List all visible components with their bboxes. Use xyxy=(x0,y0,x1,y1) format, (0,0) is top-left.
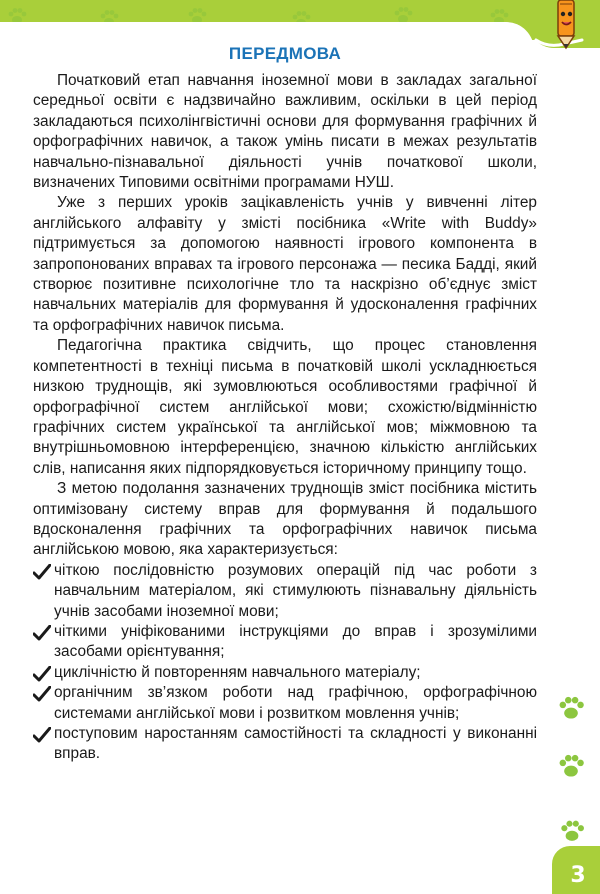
page-title: ПЕРЕДМОВА xyxy=(228,44,342,63)
list-item xyxy=(33,622,537,663)
paw-print-icon xyxy=(556,694,586,724)
paragraph: Уже з перших уроків зацікавленість учнів у вивченні літер англійського алфавіту у змісті посібника «Write with Buddy» підтримується за допомогою наявності ігрового компонента в запропонованих вправах та ігрового персонажа — песика Бадді, який створює позитивне психологічне тло та наскрізно об’єднує зміст навчальних матеріалів для формування й удосконалення графічних та орфографічних навичок письма. xyxy=(33,194,537,334)
list-item xyxy=(33,561,537,622)
list-item-text: чіткою послідовністю розумових операцій під час роботи з навчальним матеріалом, які стимулюють пізнавальну діяльність учнів засобами іноземної мови; xyxy=(54,561,537,620)
page-number: 3 xyxy=(570,863,586,888)
checkmark-icon xyxy=(33,686,51,702)
mascot-pencil-icon xyxy=(534,0,586,50)
page-content xyxy=(33,44,537,765)
paragraph: З метою подолання зазначених труднощів зміст посібника містить оптимізовану систему вправ для формування й подальшого вдосконалення графічних та орфографічних навичок письма англійською мовою, яка характеризується: xyxy=(33,480,537,559)
feature-list xyxy=(33,561,537,765)
list-item-text: органічним зв’язком роботи над графічною, орфографічною системами англійської мови і розвитком мовлення учнів; xyxy=(54,684,537,722)
list-item-text: циклічністю й повторенням навчального матеріалу; xyxy=(54,663,421,681)
checkmark-icon xyxy=(33,666,51,682)
paw-print-icon xyxy=(558,818,586,846)
list-item-text: поступовим наростанням самостійності та складності у виконанні вправ. xyxy=(54,725,537,763)
list-item-text: чіткими уніфікованими інструкціями до вправ і зрозумілими засобами орієнтування; xyxy=(54,622,537,661)
paw-print-icon xyxy=(556,752,586,782)
paragraph: Початковий етап навчання іноземної мови в закладах загальної середньої освіти є надзвичайно важливим, оскільки в цей період закладаються психолінгвістичні основи для формування графічних й орфографічних навичок, а також умінь писати в межах результатів навчально-пізнавальної діяльності учнів початкової школи, визначених Типовими освітніми програмами НУШ. xyxy=(33,72,537,192)
list-item xyxy=(33,683,537,724)
list-item xyxy=(33,724,537,765)
checkmark-icon xyxy=(33,564,51,580)
checkmark-icon xyxy=(33,625,51,641)
paragraph: Педагогічна практика свідчить, що процес становлення компетентності в техніці письма в початковій школі ускладнюється низкою труднощів, які зумовлюються особливостями графічної й орфографічної систем англійської мови; схожістю/відмінністю графічних систем української та англійської мов; міжмовною та внутрішньомовною інтерференцією, значною кількістю англійських слів, написання яких підпорядковується історичному принципу тощо. xyxy=(33,337,537,477)
checkmark-icon xyxy=(33,727,51,743)
list-item xyxy=(33,663,537,683)
